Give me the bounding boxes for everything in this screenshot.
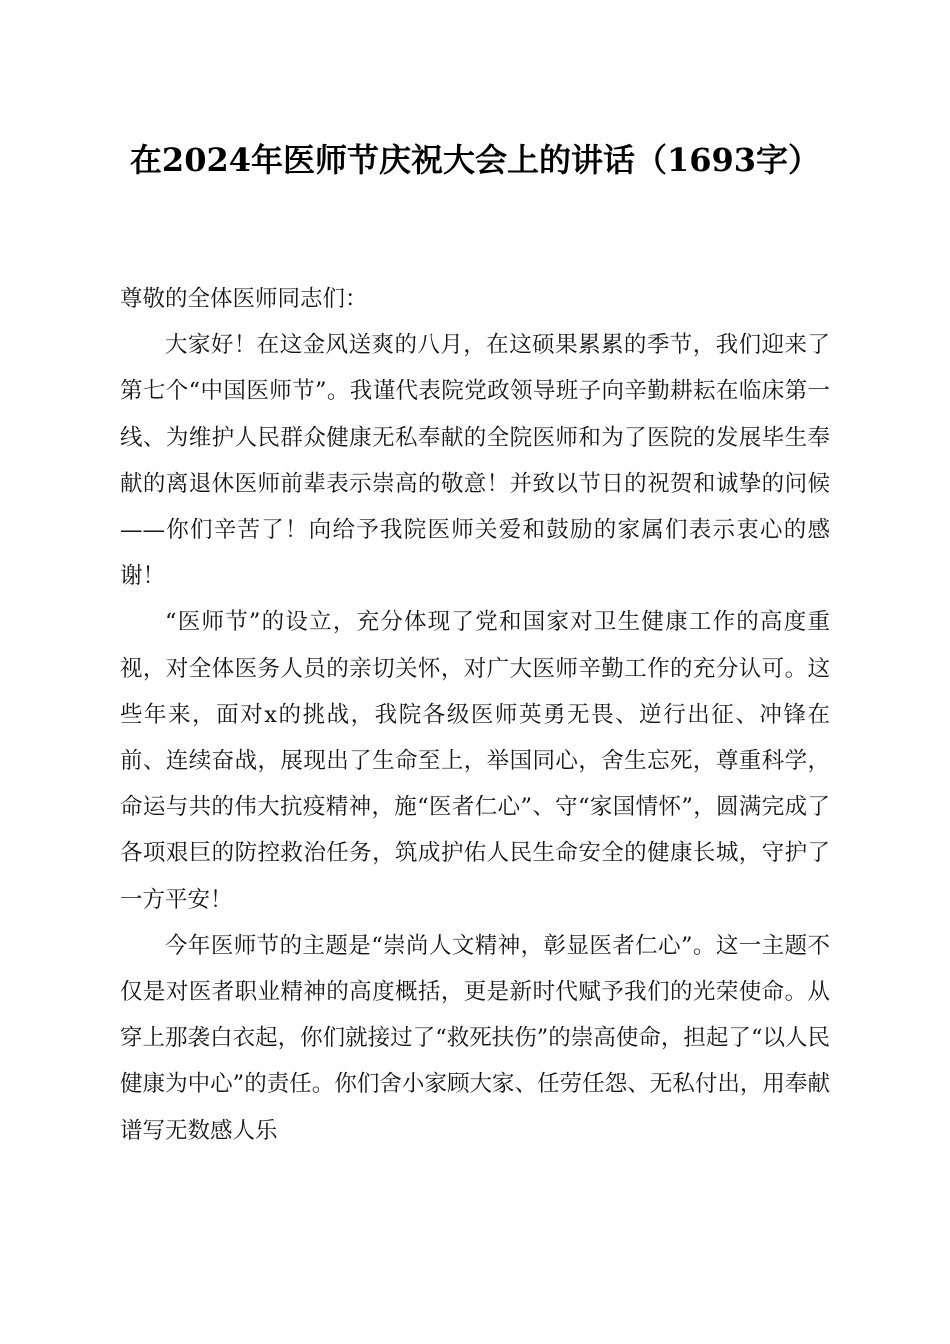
- salutation: 尊敬的全体医师同志们：: [120, 286, 368, 312]
- paragraph-1: 大家好！在这金风送爽的八月，在这硕果累累的季节，我们迎来了第七个“中国医师节”。我谨代表院党政领导班子向辛勤耕耘在临床第一线、为维护人民群众健康无私奉献的全院医师和为了医院的发展毕生奉献的离退休医师前辈表示崇高的敬意！并致以节日的祝贺和诚挚的问候——你们辛苦了！向给予我院医师关爱和鼓励的家属们表示衷心的感谢！: [120, 332, 830, 590]
- document-title: 在2024年医师节庆祝大会上的讲话（1693字）: [129, 141, 821, 179]
- paragraph-2: “医师节”的设立，充分体现了党和国家对卫生健康工作的高度重视，对全体医务人员的亲切关怀，对广大医师辛勤工作的充分认可。这些年来，面对x的挑战，我院各级医师英勇无畏、逆行出征、冲锋在前、连续奋战，展现出了生命至上，举国同心，舍生忘死，尊重科学，命运与共的伟大抗疫精神，施“医者仁心”、守“家国情怀”，圆满完成了各项艰巨的防控救治任务，筑成护佑人民生命安全的健康长城，守护了一方平安！: [120, 609, 830, 913]
- paragraph-3: 今年医师节的主题是“崇尚人文精神，彰显医者仁心”。这一主题不仅是对医者职业精神的高度概括，更是新时代赋予我们的光荣使命。从穿上那袭白衣起，你们就接过了“救死扶伤”的崇高使命，担起了“以人民健康为中心”的责任。你们舍小家顾大家、任劳任怨、无私付出，用奉献谱写无数感人乐: [120, 932, 830, 1144]
- document-body: [120, 276, 830, 1154]
